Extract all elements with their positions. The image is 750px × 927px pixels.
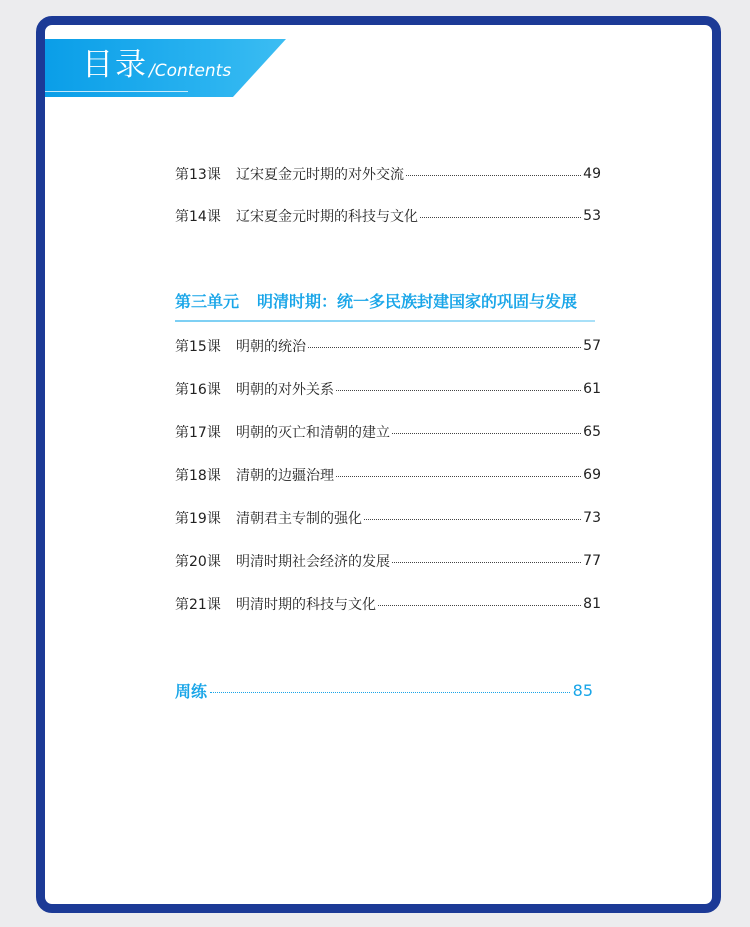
lesson-number: 第18课 (175, 468, 221, 484)
page-number: 85 (572, 680, 593, 700)
page-number: 61 (583, 381, 601, 397)
dot-leader (378, 605, 581, 606)
lesson-number: 第21课 (175, 597, 221, 613)
lesson-number: 第13课 (175, 167, 221, 183)
dot-leader (308, 347, 581, 348)
unit-divider (175, 320, 595, 322)
toc-entry-19[interactable] (175, 508, 601, 528)
lesson-number: 第20课 (175, 554, 221, 570)
dot-leader (392, 562, 581, 563)
page-title: 目录 (82, 47, 148, 83)
header-underline (45, 91, 188, 92)
weekly-label: 周练 (175, 681, 208, 701)
dot-leader (210, 692, 570, 693)
unit-label: 第三单元 (175, 292, 240, 311)
toc-entry-13[interactable] (175, 164, 601, 184)
toc-entry-15[interactable] (175, 336, 601, 356)
toc-entry-14[interactable] (175, 206, 601, 226)
page-number: 65 (583, 424, 601, 440)
page-number: 69 (583, 467, 601, 483)
lesson-number: 第19课 (175, 511, 221, 527)
unit-title: 明清时期：统一多民族封建国家的巩固与发展 (257, 292, 578, 311)
lesson-title: 明朝的灭亡和清朝的建立 (236, 425, 390, 441)
lesson-title: 辽宋夏金元时期的对外交流 (236, 167, 404, 183)
lesson-title: 清朝君主专制的强化 (236, 511, 362, 527)
page-number: 53 (583, 208, 601, 224)
dot-leader (364, 519, 581, 520)
dot-leader (336, 390, 581, 391)
lesson-title: 明朝的统治 (236, 339, 306, 355)
dot-leader (406, 175, 581, 176)
dot-leader (336, 476, 581, 477)
dot-leader (392, 433, 581, 434)
lesson-number: 第16课 (175, 382, 221, 398)
lesson-number: 第14课 (175, 209, 221, 225)
lesson-title: 明清时期的科技与文化 (236, 597, 376, 613)
page-number: 73 (583, 510, 601, 526)
page-number: 81 (583, 596, 601, 612)
lesson-title: 清朝的边疆治理 (236, 468, 334, 484)
lesson-number: 第17课 (175, 425, 221, 441)
lesson-title: 辽宋夏金元时期的科技与文化 (236, 209, 418, 225)
lesson-number: 第15课 (175, 339, 221, 355)
lesson-title: 明清时期社会经济的发展 (236, 554, 390, 570)
toc-entry-17[interactable] (175, 422, 601, 442)
toc-entry-20[interactable] (175, 551, 601, 571)
dot-leader (420, 217, 581, 218)
page-number: 57 (583, 338, 601, 354)
toc-entry-weekly[interactable] (175, 678, 593, 702)
toc-entry-16[interactable] (175, 379, 601, 399)
lesson-title: 明朝的对外关系 (236, 382, 334, 398)
page-number: 77 (583, 553, 601, 569)
page-number: 49 (583, 166, 601, 182)
page-subtitle: /Contents (149, 61, 232, 81)
toc-entry-21[interactable] (175, 594, 601, 614)
toc-entry-18[interactable] (175, 465, 601, 485)
unit-heading[interactable] (175, 290, 577, 314)
